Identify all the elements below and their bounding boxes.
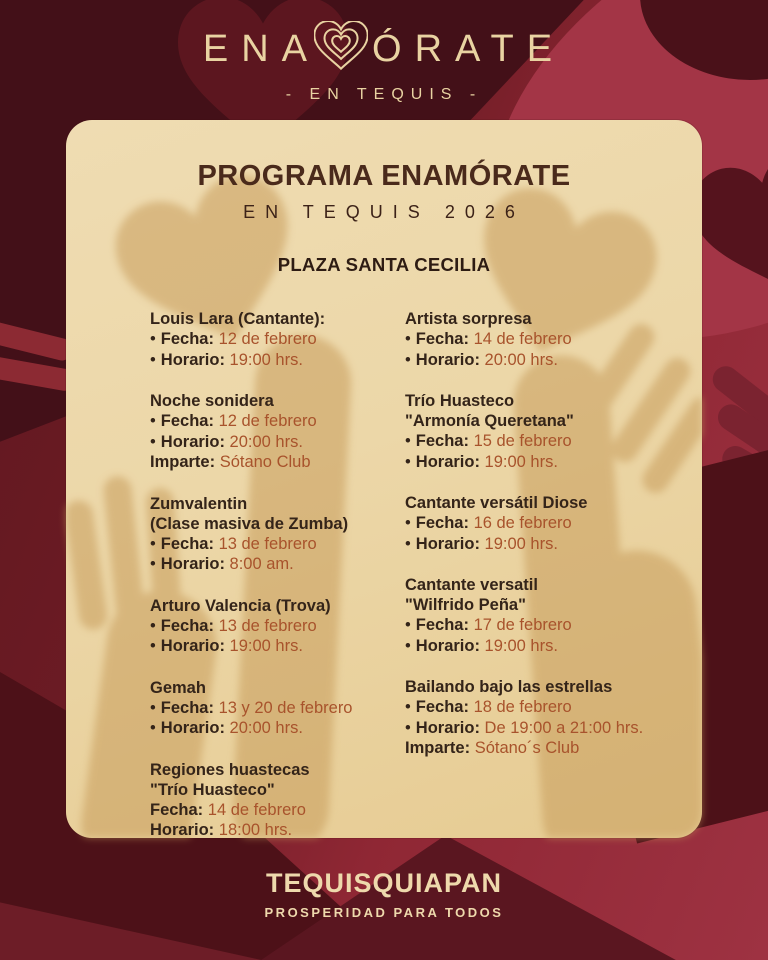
bullet-icon: •: [405, 698, 411, 716]
detail-label: Fecha:: [150, 800, 208, 819]
detail-value: 17 de febrero: [473, 616, 572, 634]
bullet-icon: •: [405, 636, 411, 655]
event-detail: [405, 718, 672, 739]
event-title: Cantante versatil: [405, 576, 538, 594]
event-title: Noche sonidera: [150, 392, 274, 410]
detail-value: De 19:00 a 21:00 hrs.: [484, 718, 644, 737]
logo-text-end: ÓRATE: [372, 28, 566, 70]
bullet-icon: •: [405, 616, 411, 634]
bullet-icon: •: [405, 330, 411, 348]
events-column-left: [150, 309, 405, 862]
event-detail: [150, 698, 405, 719]
bullet-icon: •: [150, 637, 156, 655]
event-detail: [150, 452, 405, 473]
venue-name: PLAZA SANTA CECILIA: [277, 254, 491, 275]
events-column-right: [405, 309, 672, 862]
bullet-icon: •: [150, 534, 156, 553]
detail-value: 19:00 hrs.: [484, 636, 558, 655]
detail-value: 19:00 hrs.: [229, 350, 303, 369]
footer-slogan: PROSPERIDAD PARA TODOS: [264, 905, 504, 920]
detail-label: Imparte:: [405, 739, 475, 757]
detail-value: 12 de febrero: [218, 330, 317, 348]
event-title: Regiones huastecas: [150, 760, 310, 779]
events-columns: [66, 309, 702, 862]
detail-label: Fecha:: [160, 616, 219, 635]
detail-label: Horario:: [160, 637, 230, 655]
event-detail: [405, 738, 672, 759]
event-detail: [150, 800, 405, 821]
detail-value: 15 de febrero: [473, 432, 572, 450]
detail-value: 20:00 hrs.: [229, 432, 303, 451]
detail-label: Fecha:: [160, 412, 219, 430]
detail-value: 8:00 am.: [229, 555, 294, 573]
logo-text-start: ENA: [202, 28, 321, 70]
detail-value: 14 de febrero: [207, 800, 306, 819]
bullet-icon: •: [405, 534, 411, 553]
detail-label: Fecha:: [415, 616, 474, 634]
card-content: [66, 120, 702, 838]
event-title: (Clase masiva de Zumba): [150, 514, 349, 533]
detail-label: Horario:: [150, 821, 219, 839]
event-block: [150, 494, 405, 575]
detail-value: 13 y 20 de febrero: [218, 698, 353, 717]
event-detail: [150, 350, 405, 371]
detail-value: 13 de febrero: [218, 534, 317, 553]
bullet-icon: •: [150, 555, 156, 573]
detail-value: 16 de febrero: [473, 514, 572, 532]
event-title: "Armonía Queretana": [405, 412, 574, 430]
detail-value: Sótano´s Club: [474, 739, 580, 757]
logo: [0, 24, 768, 104]
detail-label: Horario:: [160, 432, 230, 451]
detail-label: Fecha:: [160, 330, 219, 348]
event-detail: [150, 432, 405, 453]
detail-label: Horario:: [415, 350, 485, 369]
detail-label: Fecha:: [415, 432, 474, 450]
bullet-icon: •: [405, 432, 411, 450]
detail-value: 19:00 hrs.: [229, 637, 303, 655]
program-card: [66, 120, 702, 838]
event-block: [405, 391, 672, 472]
detail-value: Sótano Club: [219, 453, 311, 471]
detail-label: Fecha:: [160, 698, 219, 717]
bullet-icon: •: [405, 452, 411, 471]
detail-value: 13 de febrero: [218, 616, 317, 635]
event-detail: [405, 534, 672, 555]
event-block: [405, 575, 672, 656]
event-detail: [150, 636, 405, 657]
event-title: Trío Huasteco: [405, 392, 515, 410]
bullet-icon: •: [150, 350, 156, 369]
event-detail: [405, 350, 672, 371]
event-title: "Trío Huasteco": [150, 780, 275, 799]
bullet-icon: •: [405, 718, 411, 737]
detail-label: Fecha:: [160, 534, 219, 553]
detail-value: 18:00 hrs.: [218, 821, 293, 839]
detail-label: Horario:: [415, 534, 485, 553]
detail-value: 20:00 hrs.: [229, 719, 303, 737]
detail-label: Imparte:: [150, 453, 220, 471]
event-detail: [150, 534, 405, 555]
event-title: Louis Lara (Cantante):: [150, 310, 326, 328]
footer-city: TEQUISQUIAPAN: [265, 868, 502, 898]
event-detail: [150, 411, 405, 432]
event-detail: [405, 636, 672, 657]
detail-label: Fecha:: [415, 330, 474, 348]
bullet-icon: •: [405, 514, 411, 532]
event-block: [150, 309, 405, 370]
detail-value: 19:00 hrs.: [484, 452, 558, 471]
bullet-icon: •: [150, 616, 156, 635]
event-detail: [150, 820, 405, 841]
detail-label: Horario:: [415, 718, 485, 737]
logo-subtitle: - EN TEQUIS -: [285, 86, 483, 103]
event-detail: [150, 718, 405, 739]
event-detail: [405, 697, 672, 718]
bullet-icon: •: [150, 330, 156, 348]
footer: [0, 868, 768, 920]
event-title: Gemah: [150, 678, 206, 697]
event-block: [150, 760, 405, 841]
detail-label: Fecha:: [415, 698, 474, 716]
detail-label: Fecha:: [415, 514, 474, 532]
detail-label: Horario:: [415, 452, 485, 471]
bullet-icon: •: [150, 698, 156, 717]
event-block: [405, 677, 672, 759]
event-title: Arturo Valencia (Trova): [150, 596, 331, 615]
event-detail: [405, 329, 672, 350]
bullet-icon: •: [150, 432, 156, 451]
concentric-heart-icon: [314, 21, 368, 71]
detail-value: 18 de febrero: [473, 698, 572, 716]
event-block: [150, 391, 405, 473]
event-block: [405, 309, 672, 370]
bullet-icon: •: [150, 412, 156, 430]
event-detail: [150, 554, 405, 575]
event-title: Bailando bajo las estrellas: [405, 678, 613, 696]
detail-label: Horario:: [160, 350, 230, 369]
card-title: PROGRAMA ENAMÓRATE: [197, 160, 571, 192]
event-title: Cantante versátil Diose: [405, 494, 588, 512]
bullet-icon: •: [150, 719, 156, 737]
event-title: Zumvalentin: [150, 494, 248, 513]
event-detail: [150, 329, 405, 350]
detail-value: 20:00 hrs.: [484, 350, 558, 369]
event-detail: [405, 615, 672, 636]
event-detail: [405, 452, 672, 473]
detail-value: 12 de febrero: [218, 412, 317, 430]
event-title: Artista sorpresa: [405, 310, 532, 328]
detail-value: 19:00 hrs.: [484, 534, 558, 553]
logo-title: [203, 24, 565, 74]
bullet-icon: •: [405, 350, 411, 369]
detail-label: Horario:: [415, 636, 485, 655]
card-subtitle: EN TEQUIS 2026: [243, 202, 525, 222]
detail-value: 14 de febrero: [473, 330, 572, 348]
event-detail: [405, 431, 672, 452]
event-block: [405, 493, 672, 554]
event-block: [150, 596, 405, 657]
event-detail: [405, 513, 672, 534]
event-title: "Wilfrido Peña": [405, 596, 526, 614]
event-detail: [150, 616, 405, 637]
detail-label: Horario:: [160, 555, 230, 573]
detail-label: Horario:: [160, 719, 230, 737]
event-block: [150, 678, 405, 739]
